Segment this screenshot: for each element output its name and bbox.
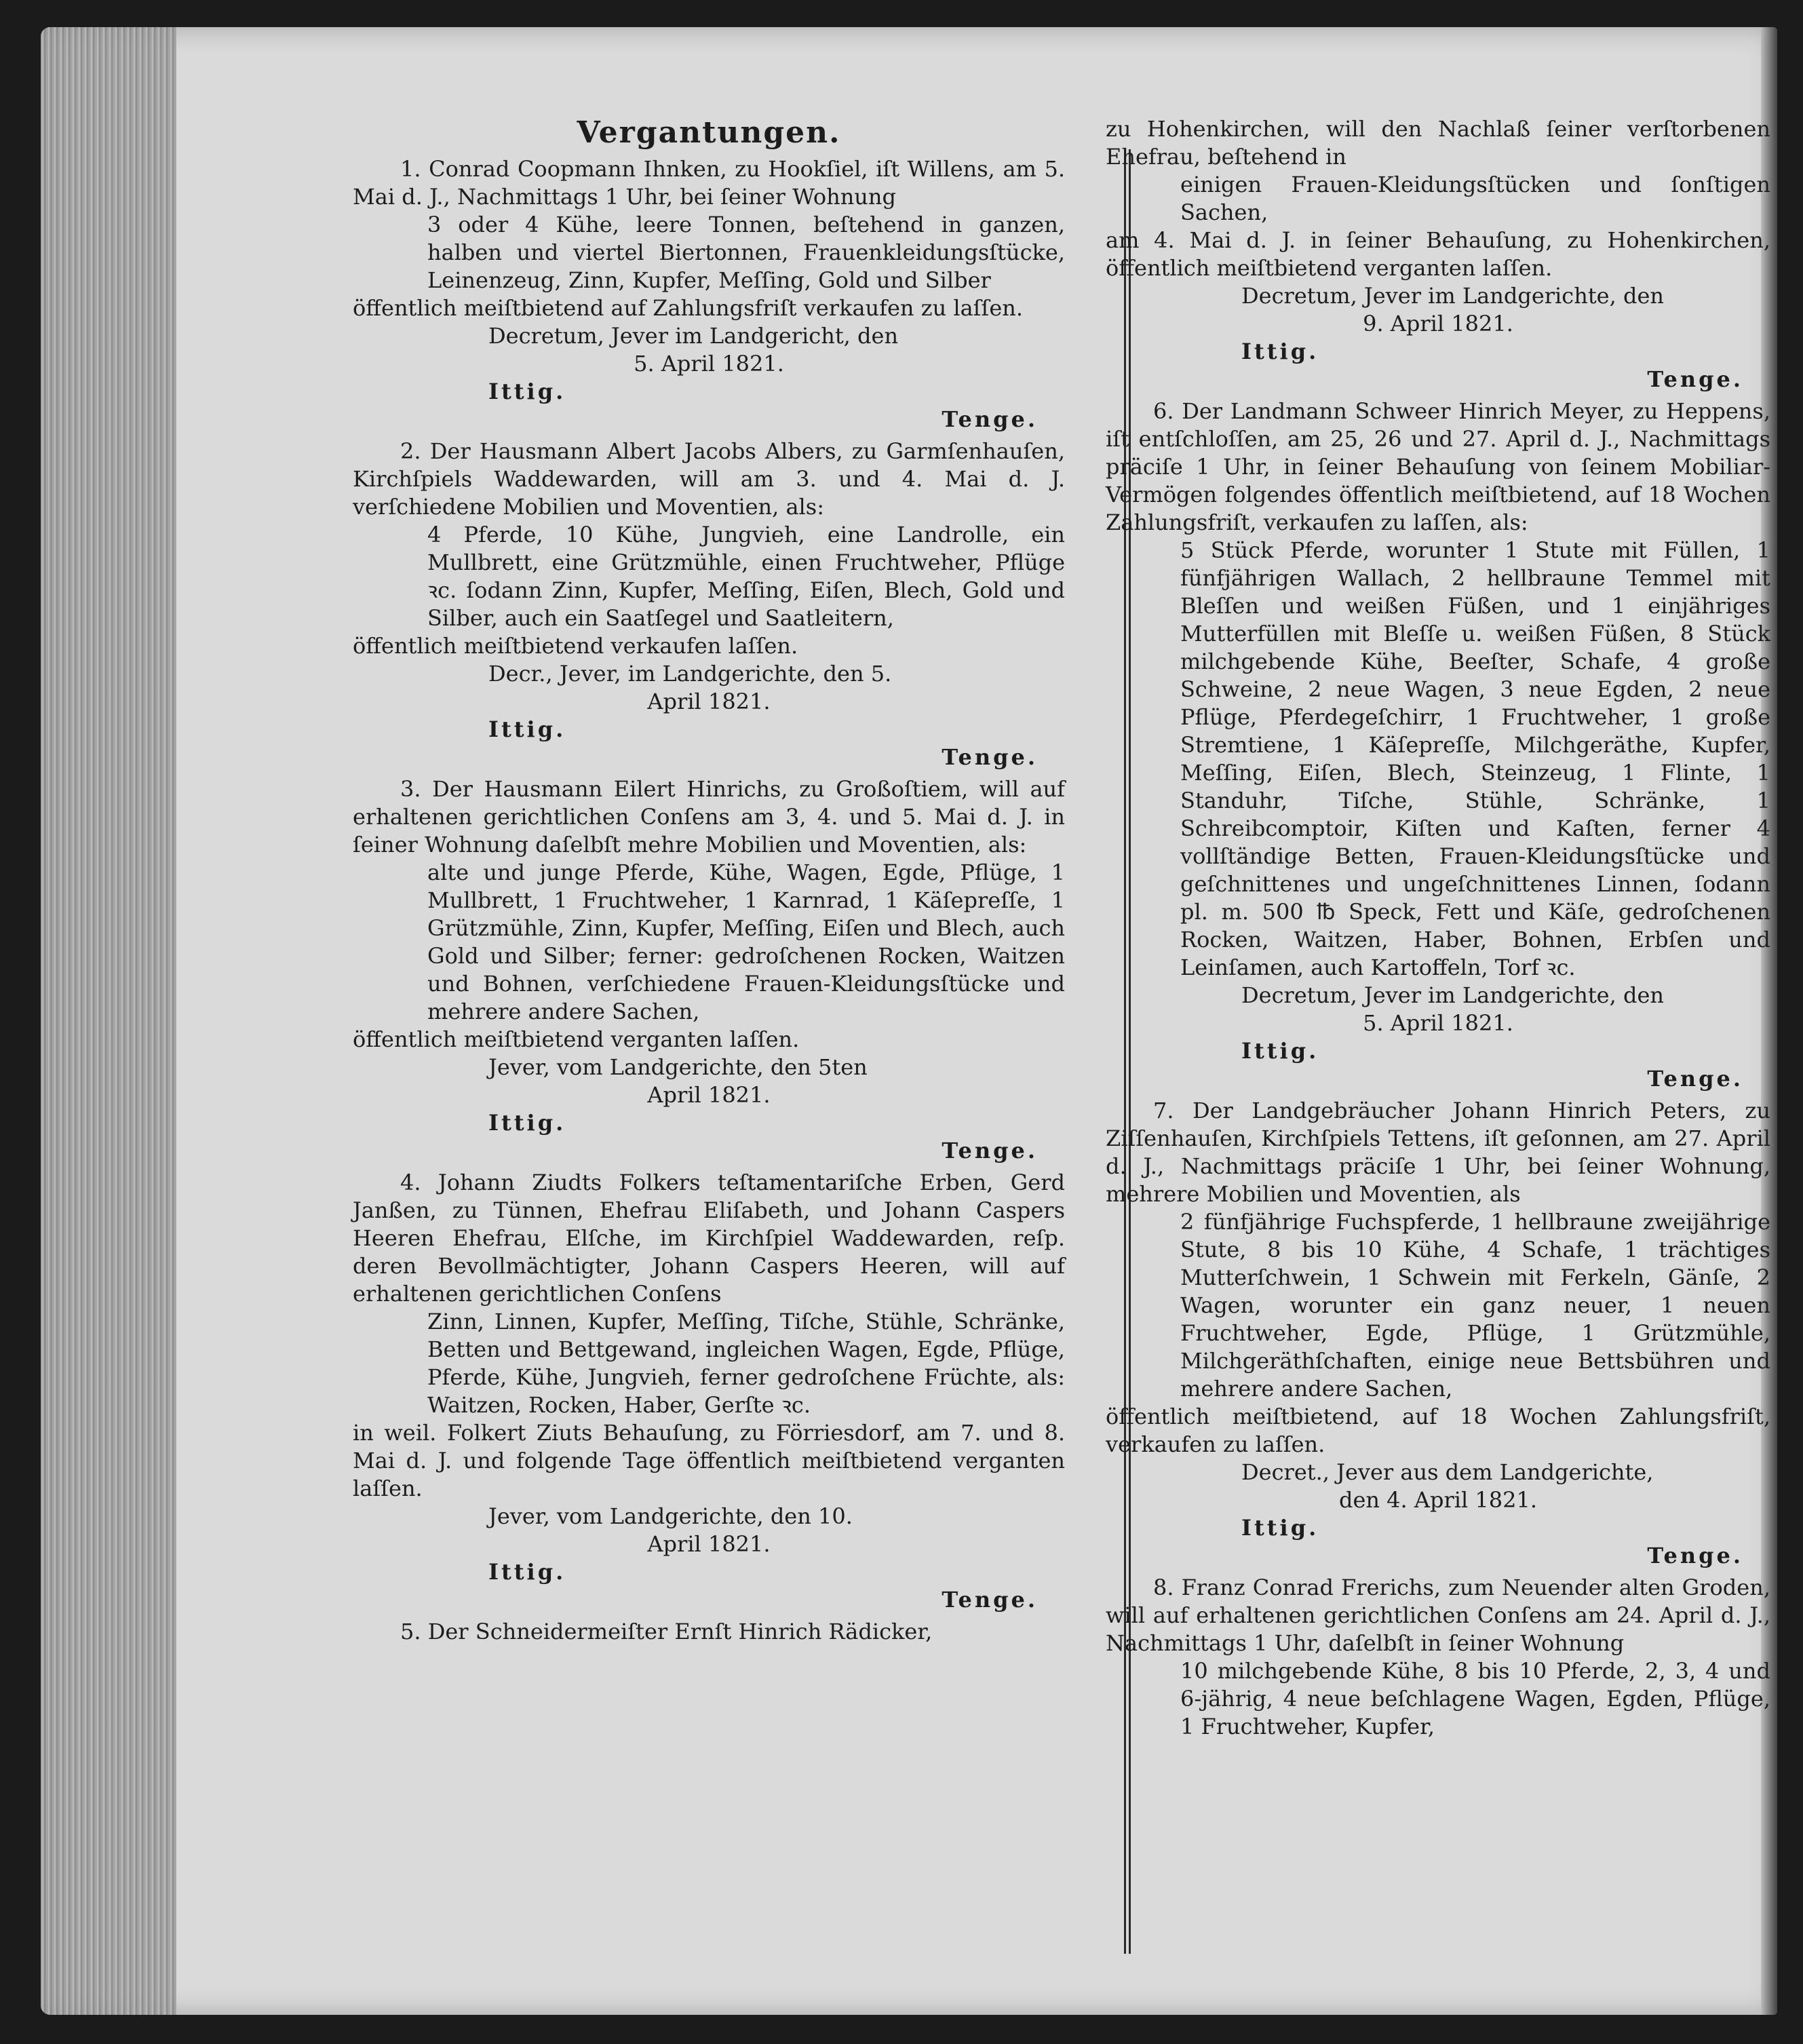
page-edges <box>41 27 176 2015</box>
entry-items: 3 oder 4 Kühe, leere Tonnen, beſtehend in ganzen, halben und viertel Biertonnen, Frauenkleidungsſtücke, Leinenzeug, Zinn, Kupfer, Meſſing, Gold und Silber <box>427 212 1065 293</box>
entry-lead: 4. Johann Ziudts Folkers teſtamentariſche Erben, Gerd Janßen, zu Tünnen, Ehefrau Eliſabeth, und Johann Caspers Heeren Ehefrau, Elſche, im Kirchſpiel Waddewarden, reſp. deren Bevollmächtigter, Johann Caspers Heeren, will auf erhaltenen gerichtlichen Conſens <box>353 1170 1065 1307</box>
entry-tail: öffentlich meiſtbietend verkaufen laſſen. <box>353 633 798 659</box>
entry-lead: 5. Der Schneidermeiſter Ernſt Hinrich Rädicker, <box>400 1619 933 1644</box>
signature-tenge: Tenge. <box>1647 1543 1743 1568</box>
signature-tenge: Tenge. <box>942 1587 1038 1613</box>
entry-items: alte und junge Pferde, Kühe, Wagen, Egde, Pflüge, 1 Mullbrett, 1 Fruchtweher, 1 Karnrad, 1 Käſepreſſe, 1 Grützmühle, Zinn, Kupfer, Meſſing, Eiſen und Blech, auch Gold und Silber; ferner: gedroſchenen Rocken, Waitzen und Bohnen, verſchiedene Frauen-Kleidungsſtücke und mehrere andere Sachen, <box>427 860 1065 1024</box>
entry-decretum: Jever, vom Landgerichte, den 5ten <box>488 1054 868 1080</box>
entry-lead: 8. Franz Conrad Frerichs, zum Neuender alten Groden, will auf erhaltenen gerichtlichen Conſens am 24. April d. J., Nachmittags 1 Uhr, daſelbſt in ſeiner Wohnung <box>1106 1575 1770 1656</box>
entry-5-continued <box>1106 115 1770 393</box>
entry-1 <box>353 155 1065 433</box>
signature-tenge: Tenge. <box>1647 1066 1743 1092</box>
entry-tail: öffentlich meiſtbietend verganten laſſen. <box>353 1026 800 1052</box>
entry-lead: 2. Der Hausmann Albert Jacobs Albers, zu Garmſenhauſen, Kirchſpiels Waddewarden, will am 3. und 4. Mai d. J. verſchiedene Mobilien und Moventien, als: <box>353 438 1065 520</box>
entry-date: April 1821. <box>647 1082 771 1108</box>
entry-items: einigen Frauen-Kleidungsſtücken und ſonſtigen Sachen, <box>1180 172 1770 225</box>
right-column <box>1106 115 1770 1745</box>
entry-8 <box>1106 1574 1770 1741</box>
entry-3 <box>353 775 1065 1165</box>
entry-7 <box>1106 1097 1770 1570</box>
entry-date: den 4. April 1821. <box>1338 1487 1538 1513</box>
entry-date: April 1821. <box>647 689 771 714</box>
entry-date: 5. April 1821. <box>634 351 784 377</box>
entry-decretum: Jever, vom Landgerichte, den 10. <box>488 1503 853 1529</box>
entry-5 <box>353 1618 1065 1646</box>
entry-date: 5. April 1821. <box>1363 1010 1513 1036</box>
signature-ittig: Ittig. <box>1241 339 1319 364</box>
entry-lead: 1. Conrad Coopmann Ihnken, zu Hookſiel, iſt Willens, am 5. Mai d. J., Nachmittags 1 Uhr, bei ſeiner Wohnung <box>353 156 1065 210</box>
entry-decretum: Decr., Jever, im Landgerichte, den 5. <box>488 661 892 687</box>
signature-tenge: Tenge. <box>942 1138 1038 1163</box>
entry-items: Zinn, Linnen, Kupfer, Meſſing, Tiſche, Stühle, Schränke, Betten und Bettgewand, ingleichen Wagen, Egde, Pflüge, Pferde, Kühe, Jungvieh, ferner gedroſchene Früchte, als: Waitzen, Rocken, Haber, Gerſte ꝛc. <box>427 1309 1065 1418</box>
entry-tail: am 4. Mai d. J. in ſeiner Behauſung, zu Hohenkirchen, öffentlich meiſtbietend verganten laſſen. <box>1106 227 1770 281</box>
entry-items: 4 Pferde, 10 Kühe, Jungvieh, eine Landrolle, ein Mullbrett, eine Grützmühle, einen Fruchtweher, Pflüge ꝛc. ſodann Zinn, Kupfer, Meſſing, Eiſen, Blech, Gold und Silber, auch ein Saatſegel und Saatleitern, <box>427 522 1065 631</box>
entry-lead: 6. Der Landmann Schweer Hinrich Meyer, zu Heppens, iſt entſchloſſen, am 25, 26 und 27. April d. J., Nachmittags präciſe 1 Uhr, in ſeiner Behauſung von ſeinem Mobiliar-Vermögen folgendes öffentlich meiſtbietend, auf 18 Wochen Zahlungsfriſt, verkaufen zu laſſen, als: <box>1106 398 1770 535</box>
signature-tenge: Tenge. <box>942 744 1038 770</box>
entry-tail: öffentlich meiſtbietend, auf 18 Wochen Zahlungsfriſt, verkaufen zu laſſen. <box>1106 1404 1770 1457</box>
entry-4 <box>353 1169 1065 1614</box>
entry-2 <box>353 438 1065 771</box>
entry-items: 5 Stück Pferde, worunter 1 Stute mit Füllen, 1 fünfjährigen Wallach, 2 hellbraune Temmel mit Bleſſen und weißen Füßen, und 1 einjähriges Mutterfüllen mit Bleſſe u. weißen Füßen, 8 Stück milchgebende Kühe, Beeſter, Schafe, 4 große Schweine, 2 neue Wagen, 3 neue Egden, 2 neue Pflüge, Pferdegeſchirr, 1 Fruchtweher, 1 große Stremtiene, 1 Käſepreſſe, Milchgeräthe, Kupfer, Meſſing, Eiſen, Blech, Steinzeug, 1 Flinte, 1 Standuhr, Tiſche, Stühle, Schränke, 1 Schreibcomptoir, Kiſten und Kaſten, ferner 4 vollſtändige Betten, Frauen-Kleidungsſtücke und geſchnittenes und ungeſchnittenes Linnen, ſodann pl. m. 500 ℔ Speck, Fett und Käſe, gedroſchenen Rocken, Waitzen, Haber, Bohnen, Erbſen und Leinſamen, auch Kartoffeln, Torf ꝛc. <box>1180 537 1770 980</box>
entry-lead: 3. Der Hausmann Eilert Hinrichs, zu Großoſtiem, will auf erhaltenen gerichtlichen Conſens am 3, 4. und 5. Mai d. J. in ſeiner Wohnung daſelbſt mehre Mobilien und Moventien, als: <box>353 776 1065 857</box>
entry-decretum: Decretum, Jever im Landgerichte, den <box>1241 982 1664 1008</box>
signature-ittig: Ittig. <box>1241 1038 1319 1064</box>
entry-lead: 7. Der Landgebräucher Johann Hinrich Peters, zu Ziſſenhauſen, Kirchſpiels Tettens, iſt geſonnen, am 27. April d. J., Nachmittags präciſe 1 Uhr, bei ſeiner Wohnung, mehrere Mobilien und Moventien, als <box>1106 1098 1770 1207</box>
signature-ittig: Ittig. <box>488 1559 566 1585</box>
signature-ittig: Ittig. <box>1241 1515 1319 1541</box>
entry-date: 9. April 1821. <box>1363 311 1513 336</box>
entry-tail: öffentlich meiſtbietend auf Zahlungsfriſt verkaufen zu laſſen. <box>353 295 1024 321</box>
entry-items: 10 milchgebende Kühe, 8 bis 10 Pferde, 2, 3, 4 und 6-jährig, 4 neue beſchlagene Wagen, Egden, Pflüge, 1 Fruchtweher, Kupfer, <box>1180 1658 1770 1739</box>
entry-lead: zu Hohenkirchen, will den Nachlaß ſeiner verſtorbenen Ehefrau, beſtehend in <box>1106 116 1770 170</box>
signature-ittig: Ittig. <box>488 379 566 404</box>
entry-decretum: Decretum, Jever im Landgericht, den <box>488 323 899 349</box>
entry-date: April 1821. <box>647 1531 771 1557</box>
signature-tenge: Tenge. <box>942 406 1038 432</box>
entry-6 <box>1106 398 1770 1093</box>
signature-ittig: Ittig. <box>488 1110 566 1136</box>
signature-tenge: Tenge. <box>1647 366 1743 392</box>
entry-decretum: Decretum, Jever im Landgerichte, den <box>1241 283 1664 309</box>
left-column <box>353 115 1065 1650</box>
entry-decretum: Decret., Jever aus dem Landgerichte, <box>1241 1459 1654 1485</box>
signature-ittig: Ittig. <box>488 716 566 742</box>
entry-items: 2 fünfjährige Fuchspferde, 1 hellbraune zweijährige Stute, 8 bis 10 Kühe, 4 Schafe, 1 trächtiges Mutterſchwein, 1 Schwein mit Ferkeln, Gänſe, 2 Wagen, worunter ein ganz neuer, 1 neuen Fruchtweher, Egde, Pflüge, 1 Grützmühle, Milchgeräthſchaften, einige neue Bettsbühren und mehrere andere Sachen, <box>1180 1209 1770 1402</box>
section-title: Vergantungen. <box>577 115 841 150</box>
entry-tail: in weil. Folkert Ziuts Behauſung, zu Förriesdorf, am 7. und 8. Mai d. J. und folgende Tage öffentlich meiſtbietend verganten laſſen. <box>353 1420 1065 1501</box>
